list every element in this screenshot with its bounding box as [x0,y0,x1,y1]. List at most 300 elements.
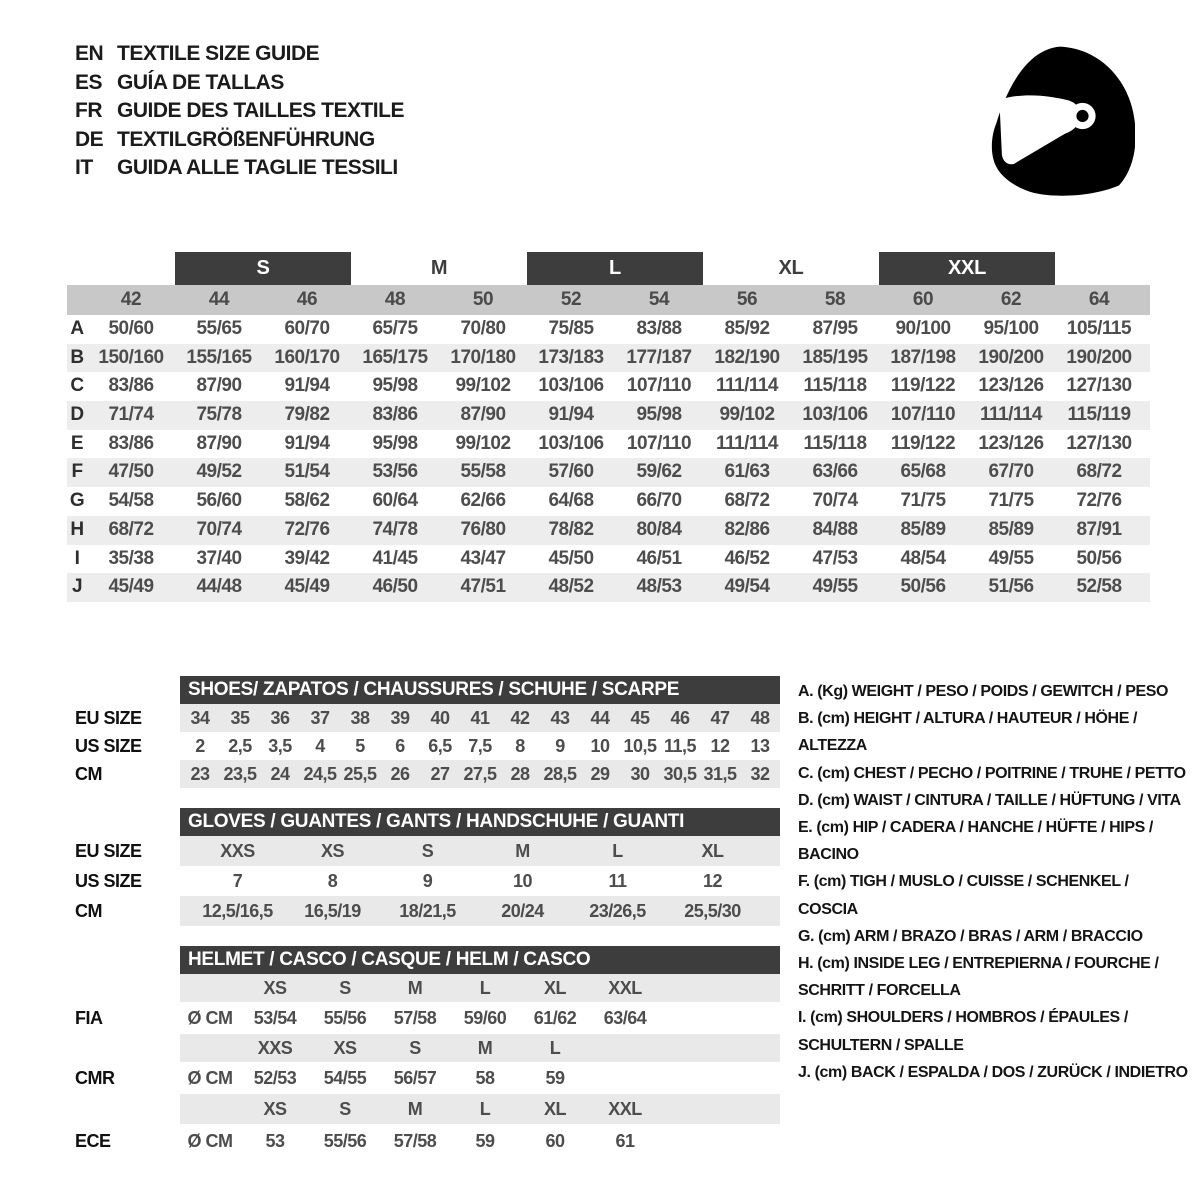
size-value: 39/42 [284,547,330,569]
helmet-value: 59 [545,1067,565,1088]
size-value: 60/64 [372,490,418,512]
helmet-value: 58 [475,1067,495,1088]
shoes-value: 36 [270,707,290,728]
helmet-value: XS [263,977,287,998]
size-value: 45/50 [548,547,594,569]
row-letter: E [70,432,84,454]
gloves-row-0 [70,836,780,866]
shoes-value: 10 [590,735,610,756]
measure-row-g [67,487,1150,516]
size-value: 103/106 [538,432,604,454]
helmet-value: L [479,1098,491,1119]
gloves-value: 20/24 [501,900,544,921]
size-value: 57/60 [548,461,594,483]
shoes-value: 32 [750,763,770,784]
helmet-value: 54/55 [323,1067,367,1088]
helmet-value: XXL [608,977,642,998]
helmet-value: 59 [475,1130,495,1151]
shoes-value: 6 [395,735,405,756]
size-value: 127/130 [1066,375,1132,397]
size-value: 41/45 [372,547,418,569]
helmet-value: XXS [257,1037,293,1058]
size-value: 90/100 [895,318,951,339]
size-value: 83/86 [108,432,154,454]
size-value: 83/88 [636,318,682,339]
size-group-row [67,252,1150,285]
helmet-value: 53/54 [253,1007,297,1028]
gloves-cells [180,866,780,896]
size-value: 44/48 [196,576,242,598]
shoes-table [70,704,780,788]
row-letter: G [69,490,85,512]
shoes-value: 45 [630,707,650,728]
size-value: 165/175 [362,346,428,368]
lang-code: FR [75,99,102,122]
size-column-label: 64 [1088,289,1110,310]
size-value: 173/183 [538,346,604,368]
helmet-value: 61 [615,1130,635,1151]
size-value: 85/89 [900,518,946,540]
helmet-icon [985,36,1135,196]
size-value: 58/62 [284,490,330,512]
size-value: 87/90 [460,404,506,426]
size-value: 63/66 [812,461,858,483]
helmet-value: 52/53 [253,1067,297,1088]
helmet-table [70,974,780,1158]
lang-code: IT [75,156,93,179]
size-value: 95/98 [372,375,418,397]
gloves-row-2 [70,896,780,926]
shoes-row-label: US SIZE [75,735,142,756]
size-value: 79/82 [284,404,330,426]
gloves-value: 18/21,5 [399,900,456,921]
helmet-unit-label: Ø CM [187,1130,233,1151]
shoes-section [70,676,780,788]
size-value: 49/55 [812,576,858,598]
size-value: 35/38 [108,547,154,569]
gloves-value: XXS [220,840,255,861]
size-value: 47/51 [460,576,506,598]
shoes-cells [180,704,780,732]
size-value: 85/92 [724,318,770,339]
gloves-row-label: US SIZE [75,870,142,891]
measure-row-h [67,516,1150,545]
size-value: 155/165 [186,346,252,368]
helmet-cells [180,1094,780,1124]
gloves-value: 9 [422,870,433,891]
measure-row-b [67,344,1150,373]
title-de [75,126,404,155]
shoes-value: 11,5 [663,735,697,756]
row-letter: I [74,547,80,569]
shoes-value: 30,5 [663,763,697,784]
size-value: 182/190 [714,346,780,368]
size-group-l: L [527,252,703,285]
size-value: 49/55 [988,547,1034,569]
size-value: 47/50 [108,461,154,483]
shoes-row-2 [70,760,780,788]
measure-row-c [67,372,1150,401]
size-value: 48/53 [636,576,682,598]
shoes-value: 34 [190,707,210,728]
legend-item: I. (cm) SHOULDERS / HOMBROS / ÉPAULES / SCHULTERN / SPALLE [798,1009,1128,1054]
measure-row-i [67,545,1150,574]
size-value: 46/51 [636,547,682,569]
helmet-row-label [70,1094,180,1124]
size-group-xxl: XXL [879,252,1055,285]
shoes-value: 43 [550,707,570,728]
shoes-value: 23 [190,763,210,784]
size-value: 99/102 [455,375,511,397]
size-group-s: S [175,252,351,285]
legend-item: J. (cm) BACK / ESPALDA / DOS / ZURÜCK / INDIETRO [798,1063,1188,1081]
size-column-label: 52 [560,289,582,310]
size-column-label: 54 [648,289,670,310]
size-value: 45/49 [284,576,330,598]
shoes-value: 6,5 [428,735,452,756]
shoes-value: 27,5 [463,763,497,784]
helmet-row-label: ECE [75,1130,111,1151]
size-column-label: 58 [824,289,846,310]
size-value: 56/60 [196,490,242,512]
title-text: GUIDA ALLE TAGLIE TESSILI [117,156,398,179]
helmet-value: XL [543,1098,566,1119]
size-value: 37/40 [196,547,242,569]
helmet-value: 55/56 [323,1007,367,1028]
measure-row-d [67,401,1150,430]
size-value: 55/65 [196,318,242,339]
size-value: 111/114 [715,432,779,454]
size-value: 111/114 [979,404,1043,426]
size-value: 84/88 [812,518,858,540]
size-value: 46/50 [372,576,418,598]
title-text: TEXTILGRÖßENFÜHRUNG [117,127,375,151]
helmet-unit-label: Ø CM [187,1007,233,1028]
size-value: 68/72 [108,518,154,540]
size-value: 51/56 [988,576,1034,598]
shoes-value: 29 [590,763,610,784]
language-title-list [75,40,404,183]
helmet-value: S [409,1037,421,1058]
shoes-value: 37 [310,707,330,728]
shoes-value: 28,5 [543,763,577,784]
title-fr [75,97,404,126]
size-column-label: 48 [384,289,406,310]
size-value: 74/78 [372,518,418,540]
lang-code: EN [75,42,104,65]
title-it [75,154,404,183]
size-value: 68/72 [724,490,770,512]
lang-code: DE [75,127,104,151]
size-value: 47/53 [812,547,858,569]
helmet-row-3 [70,1062,780,1094]
title-text: GUÍA DE TALLAS [117,70,284,94]
title-es [75,69,404,98]
shoes-value: 47 [710,707,730,728]
size-value: 54/58 [108,490,154,512]
size-value: 190/200 [978,346,1044,368]
size-value: 49/54 [724,576,770,598]
gloves-value: 11 [608,870,627,891]
size-value: 83/86 [372,404,418,426]
size-value: 103/106 [802,404,868,426]
shoes-row-label: EU SIZE [75,707,142,728]
size-value: 50/60 [108,318,154,339]
helmet-value: XS [263,1098,287,1119]
size-value: 107/110 [890,404,956,426]
size-value: 78/82 [548,518,594,540]
size-value: 119/122 [890,375,956,397]
size-value: 103/106 [538,375,604,397]
helmet-value: 57/58 [393,1007,437,1028]
size-value: 46/52 [724,547,770,569]
helmet-row-0 [70,974,780,1002]
size-value: 68/72 [1076,461,1122,483]
helmet-value: 57/58 [393,1130,437,1151]
measure-row-e [67,430,1150,459]
size-group-xl: XL [778,257,804,279]
gloves-value: 7 [232,870,243,891]
size-value: 107/110 [626,375,692,397]
size-value: 177/187 [626,346,692,368]
shoes-value: 8 [515,735,525,756]
helmet-value: S [339,1098,351,1119]
size-value: 85/89 [988,518,1034,540]
size-value: 43/47 [460,547,506,569]
size-value: 51/54 [284,461,330,483]
size-col-spacer [67,285,87,315]
size-value: 59/62 [636,461,682,483]
shoes-value: 42 [510,707,530,728]
shoes-row-label: CM [75,763,102,784]
size-value: 99/102 [455,432,511,454]
size-value: 115/118 [803,432,867,454]
gloves-table [70,836,780,926]
legend-item: G. (cm) ARM / BRAZO / BRAS / ARM / BRACCIO [798,927,1143,945]
size-value: 115/119 [1067,404,1131,426]
shoes-value: 39 [390,707,410,728]
shoes-value: 40 [430,707,450,728]
gloves-value: XS [320,840,344,861]
helmet-row-label: FIA [75,1007,103,1028]
size-value: 72/76 [284,518,330,540]
shoes-value: 30 [630,763,650,784]
size-value: 170/180 [450,346,516,368]
helmet-section-header: HELMET / CASCO / CASQUE / HELM / CASCO [180,946,780,974]
size-value: 127/130 [1066,432,1132,454]
helmet-section [70,946,780,1158]
shoes-value: 7,5 [468,735,492,756]
size-value: 50/56 [1076,547,1122,569]
shoes-value: 44 [590,707,610,728]
size-value: 119/122 [890,432,956,454]
helmet-value: L [479,977,491,998]
row-letter: C [70,375,84,397]
gloves-value: 25,5/30 [684,900,741,921]
gloves-value: L [612,840,623,861]
size-value: 123/126 [978,375,1044,397]
shoes-value: 24 [270,763,290,784]
shoes-value: 3,5 [268,735,292,756]
helmet-value: 53 [265,1130,285,1151]
size-column-label: 62 [1000,289,1022,310]
shoes-value: 23,5 [223,763,257,784]
size-value: 50/56 [900,576,946,598]
helmet-value: M [407,977,423,998]
size-value: 65/68 [900,461,946,483]
size-value: 61/63 [724,461,770,483]
helmet-row-label: CMR [75,1067,115,1088]
size-value: 71/75 [900,490,946,512]
size-column-label: 50 [472,289,494,310]
shoes-value: 31,5 [703,763,737,784]
gloves-value: S [421,840,434,861]
size-value: 45/49 [108,576,154,598]
helmet-row-2 [70,1034,780,1062]
measure-row-j [67,573,1150,602]
helmet-cells [180,1002,780,1034]
row-letter: D [70,404,84,426]
helmet-value: M [407,1098,423,1119]
helmet-value: S [339,977,351,998]
helmet-row-5 [70,1124,780,1158]
helmet-cells [180,1062,780,1094]
title-text: GUIDE DES TAILLES TEXTILE [117,99,404,122]
size-value: 111/114 [715,375,779,397]
size-value: 123/126 [978,432,1044,454]
size-column-label: 46 [296,289,318,310]
shoes-cells [180,760,780,788]
gloves-value: 23/26,5 [589,900,646,921]
shoes-value: 2,5 [228,735,252,756]
row-letter: J [71,576,83,598]
gloves-value: 8 [327,870,338,891]
size-value: 91/94 [284,375,330,397]
shoes-value: 27 [430,763,450,784]
gloves-value: 12 [702,870,723,891]
shoes-value: 46 [670,707,690,728]
size-value: 75/85 [548,318,594,339]
gloves-row-label: CM [75,900,102,921]
shoes-value: 25,5 [343,763,377,784]
helmet-cells [180,974,780,1002]
size-value: 60/70 [284,318,330,339]
size-value: 95/100 [983,318,1039,339]
size-value: 91/94 [284,432,330,454]
shoes-value: 13 [750,735,770,756]
size-value: 66/70 [636,490,682,512]
size-value: 49/52 [196,461,242,483]
shoes-value: 10,5 [623,735,657,756]
helmet-cells [180,1034,780,1062]
shoes-value: 38 [350,707,370,728]
measurement-rows [67,315,1150,602]
textile-size-table [67,252,1150,602]
size-value: 150/160 [98,346,164,368]
size-value: 76/80 [460,518,506,540]
gloves-section-header: GLOVES / GUANTES / GANTS / HANDSCHUHE / GUANTI [180,808,780,836]
shoes-value: 12 [710,735,730,756]
size-value: 55/58 [460,461,506,483]
gloves-cells [180,836,780,866]
size-value: 72/76 [1076,490,1122,512]
size-value: 53/56 [372,461,418,483]
legend-item: B. (cm) HEIGHT / ALTURA / HAUTEUR / HÖHE / ALTEZZA [798,710,1138,755]
size-value: 190/200 [1066,346,1132,368]
size-column-label: 44 [208,289,230,310]
shoes-cells [180,732,780,760]
row-letter: F [71,461,83,483]
size-value: 70/74 [196,518,242,540]
gloves-row-1 [70,866,780,896]
size-value: 70/74 [812,490,858,512]
size-value: 185/195 [802,346,868,368]
size-value: 52/58 [1076,576,1122,598]
gloves-value: 16,5/19 [304,900,361,921]
gloves-value: 10 [512,870,533,891]
shoes-value: 5 [355,735,365,756]
size-column-label: 56 [736,289,758,310]
helmet-value: XXL [608,1098,642,1119]
helmet-value: M [477,1037,493,1058]
size-value: 99/102 [719,404,775,426]
shoes-value: 48 [750,707,770,728]
helmet-value: 55/56 [323,1130,367,1151]
size-value: 87/95 [812,318,858,339]
size-value: 87/90 [196,432,242,454]
size-value: 95/98 [372,432,418,454]
measure-row-a [67,315,1150,344]
size-value: 67/70 [988,461,1034,483]
lang-code: ES [75,70,103,94]
size-value: 105/115 [1066,318,1132,339]
helmet-row-label [70,1034,180,1062]
size-value: 48/54 [900,547,946,569]
measure-row-f [67,458,1150,487]
helmet-value: 63/64 [603,1007,647,1028]
gloves-row-label: EU SIZE [75,840,142,861]
title-en [75,40,404,69]
title-text: TEXTILE SIZE GUIDE [117,42,320,65]
row-letter: B [70,346,84,368]
size-value: 91/94 [548,404,594,426]
size-value: 62/66 [460,490,506,512]
size-value: 115/118 [803,375,867,397]
shoes-section-header: SHOES/ ZAPATOS / CHAUSSURES / SCHUHE / SCARPE [180,676,780,704]
shoes-value: 41 [470,707,490,728]
gloves-section [70,808,780,926]
size-value: 82/86 [724,518,770,540]
helmet-row-4 [70,1094,780,1124]
helmet-value: 59/60 [463,1007,507,1028]
gloves-value: XL [701,840,724,861]
gloves-value: 12,5/16,5 [202,900,273,921]
shoes-value: 4 [315,735,325,756]
row-letter: H [70,518,84,540]
size-value: 83/86 [108,375,154,397]
size-value: 70/80 [460,318,506,339]
helmet-value: XL [543,977,566,998]
legend-item: A. (Kg) WEIGHT / PESO / POIDS / GEWITCH / PESO [798,683,1169,700]
size-group-m: M [430,257,448,279]
size-value: 160/170 [274,346,340,368]
gloves-value: M [515,840,530,861]
size-column-label: 60 [912,289,934,310]
measurement-legend [798,678,1192,1086]
size-value: 187/198 [890,346,956,368]
shoes-row-0 [70,704,780,732]
helmet-value: 56/57 [393,1067,437,1088]
